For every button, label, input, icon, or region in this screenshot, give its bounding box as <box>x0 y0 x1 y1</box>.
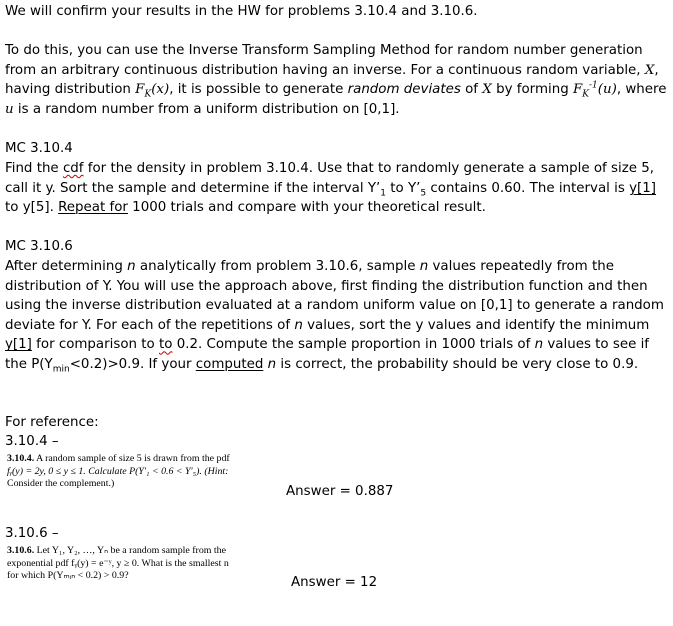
reference-label: For reference: <box>5 415 99 430</box>
mc-3-10-6-heading: MC 3.10.6 <box>5 239 73 254</box>
problem-3-10-4-excerpt: 3.10.4. A random sample of size 5 is drawn from the pdf fᵧ(y) = 2y, 0 ≤ y ≤ 1. Calculate P(Y′₁ < 0.6 < Y′₅). (Hint: Consider the complement.) <box>7 453 230 489</box>
intro-paragraph: We will confirm your results in the HW for problems 3.10.4 and 3.10.6. <box>5 4 478 19</box>
mc-3-10-4-paragraph: Find the cdf for the density in problem 3.10.4. Use that to randomly generate a sample of size 5, call it y. Sort the sample and determine if the interval $Y’_1$ to $Y’_5$ contains 0.60. The interval is y[1] to y[5]. Repeat for 1000 trials and compare with your theoretical result. <box>5 161 656 216</box>
mc-3-10-4-heading: MC 3.10.4 <box>5 141 73 156</box>
method-paragraph: To do this, you can use the Inverse Transform Sampling Method for random number generation from an arbitrary continuous distribution having an inverse. For a continuous random variable, X, having distribution $F_K(x)$, it is possible to generate random deviates of X by forming $F_K^{-1}(u)$, where u is a random number from a uniform distribution on [0,1]. <box>5 43 667 117</box>
reference-3-10-6-label: 3.10.6 – <box>5 526 59 541</box>
problem-3-10-6-excerpt: 3.10.6. Let Y₁, Y₂, …, Yₙ be a random sample from the exponential pdf fᵧ(y) = e⁻ʸ, y ≥ 0. What is the smallest n for which P(Yₘᵢₙ < 0.2) > 0.9? <box>7 545 229 581</box>
cdf-formula: $F_K(x)$ <box>135 82 170 100</box>
reference-3-10-4-label: 3.10.4 – <box>5 434 59 449</box>
answer-3-10-4: Answer = 0.887 <box>286 484 394 499</box>
inverse-formula: $F_K^{-1}(u)$ <box>572 80 617 100</box>
answer-3-10-6: Answer = 12 <box>291 575 378 590</box>
mc-3-10-6-paragraph: After determining n analytically from problem 3.10.6, sample n values repeatedly from the distribution of Y. You will use the approach above, first finding the distribution function and then using the inverse distribution evaluated at a random uniform value on [0,1] to generate a random deviate for Y. For each of the repetitions of n values, sort the y values and identify the minimum y[1] for comparison to to 0.2. Compute the sample proportion in 1000 trials of n values to see if the $P(Y_{min}<0.2)>0.9$. If your computed n is correct, the probability should be very close to 0.9. <box>5 259 664 375</box>
